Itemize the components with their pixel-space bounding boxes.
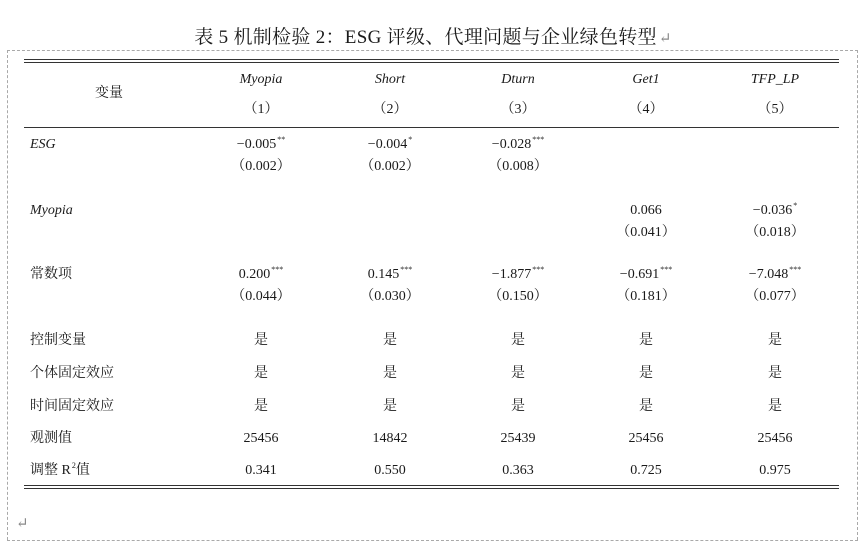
control-cell: 是	[639, 399, 653, 414]
coefficient-cell	[720, 266, 830, 284]
coefficient-value: −0.004	[367, 137, 408, 152]
significance-stars: *	[793, 201, 798, 211]
row-label: 控制变量	[30, 333, 86, 348]
column-header-number: （1）	[243, 102, 279, 117]
coefficient-cell	[463, 136, 573, 154]
standard-error-cell: （0.077）	[745, 289, 805, 304]
coefficient-value: −0.036	[752, 203, 793, 218]
column-header-number: （4）	[628, 102, 664, 117]
row-label: Myopia	[30, 203, 73, 218]
page-frame-top	[7, 50, 858, 51]
significance-stars: *	[408, 135, 413, 145]
coefficient-cell	[720, 202, 830, 220]
row-label: 个体固定效应	[30, 366, 114, 381]
r2-superscript: 2	[71, 461, 76, 471]
coefficient-cell	[591, 202, 701, 220]
r2-cell: 0.363	[502, 463, 534, 478]
control-cell: 是	[383, 366, 397, 381]
observations-cell: 25439	[500, 431, 536, 446]
column-header-name: Myopia	[239, 72, 283, 87]
standard-error-cell: （0.008）	[488, 159, 548, 174]
table-header-rule	[24, 127, 839, 128]
column-header-name: Short	[374, 72, 406, 87]
row-label: 常数项	[30, 267, 72, 282]
row-label: ESG	[30, 137, 56, 152]
coefficient-cell	[335, 266, 445, 284]
r2-cell: 0.975	[759, 463, 791, 478]
table-bottom-rule-inner	[24, 485, 839, 486]
column-header-number: （3）	[500, 102, 536, 117]
standard-error-cell: （0.002）	[360, 159, 420, 174]
header-variable-label: 变量	[95, 86, 123, 101]
column-header-name: Get1	[632, 72, 660, 87]
coefficient-value: 0.145	[367, 267, 400, 282]
control-cell: 是	[768, 366, 782, 381]
page-frame-bottom	[7, 540, 858, 541]
standard-error-cell: （0.002）	[231, 159, 291, 174]
control-cell: 是	[254, 399, 268, 414]
r2-cell: 0.341	[245, 463, 277, 478]
coefficient-value: −0.691	[619, 267, 660, 282]
paragraph-mark-icon: ↵	[658, 31, 672, 47]
coefficient-value: −0.028	[491, 137, 532, 152]
caption-text: 表 5 机制检验 2：ESG 评级、代理问题与企业绿色转型	[194, 27, 657, 48]
column-header-name: TFP_LP	[750, 72, 800, 87]
column-header-number: （5）	[757, 102, 793, 117]
r2-cell: 0.725	[630, 463, 662, 478]
significance-stars: ***	[532, 135, 545, 145]
r2-cell: 0.550	[374, 463, 406, 478]
r2-label-text: 调整 R	[30, 463, 71, 478]
significance-stars: ***	[789, 265, 802, 275]
table-bottom-rule	[24, 488, 839, 489]
row-label: 观测值	[30, 431, 72, 446]
table-top-rule-inner	[24, 62, 839, 63]
observations-cell: 25456	[757, 431, 793, 446]
page-frame-right	[857, 50, 858, 540]
observations-cell: 25456	[243, 431, 279, 446]
observations-cell: 14842	[372, 431, 408, 446]
control-cell: 是	[254, 333, 268, 348]
control-cell: 是	[511, 366, 525, 381]
r2-label-suffix: 值	[75, 463, 90, 478]
control-cell: 是	[639, 333, 653, 348]
control-cell: 是	[383, 333, 397, 348]
standard-error-cell: （0.030）	[360, 289, 420, 304]
coefficient-value: −7.048	[748, 267, 789, 282]
control-cell: 是	[383, 399, 397, 414]
standard-error-cell: （0.044）	[231, 289, 291, 304]
table-caption	[0, 22, 866, 49]
column-header-number: （2）	[372, 102, 408, 117]
row-label	[30, 462, 90, 480]
significance-stars: ***	[271, 265, 284, 275]
coefficient-value: 0.200	[238, 267, 271, 282]
coefficient-cell	[206, 136, 316, 154]
coefficient-cell	[206, 266, 316, 284]
paragraph-mark-icon: ↵	[16, 516, 29, 532]
observations-cell: 25456	[628, 431, 664, 446]
significance-stars: ***	[532, 265, 545, 275]
control-cell: 是	[511, 399, 525, 414]
control-cell: 是	[768, 399, 782, 414]
significance-stars: ***	[660, 265, 673, 275]
standard-error-cell: （0.018）	[745, 225, 805, 240]
column-header-name: Dturn	[501, 72, 535, 87]
significance-stars: **	[277, 135, 286, 145]
control-cell: 是	[511, 333, 525, 348]
significance-stars: ***	[400, 265, 413, 275]
table-top-rule	[24, 59, 839, 60]
control-cell: 是	[768, 333, 782, 348]
coefficient-value: 0.066	[630, 203, 662, 218]
standard-error-cell: （0.181）	[616, 289, 676, 304]
coefficient-cell	[335, 136, 445, 154]
standard-error-cell: （0.150）	[488, 289, 548, 304]
standard-error-cell: （0.041）	[616, 225, 676, 240]
row-label: 时间固定效应	[30, 399, 114, 414]
control-cell: 是	[639, 366, 653, 381]
control-cell: 是	[254, 366, 268, 381]
coefficient-cell	[591, 266, 701, 284]
coefficient-cell	[463, 266, 573, 284]
coefficient-value: −1.877	[491, 267, 532, 282]
coefficient-value: −0.005	[236, 137, 277, 152]
page-frame-left	[7, 50, 8, 540]
